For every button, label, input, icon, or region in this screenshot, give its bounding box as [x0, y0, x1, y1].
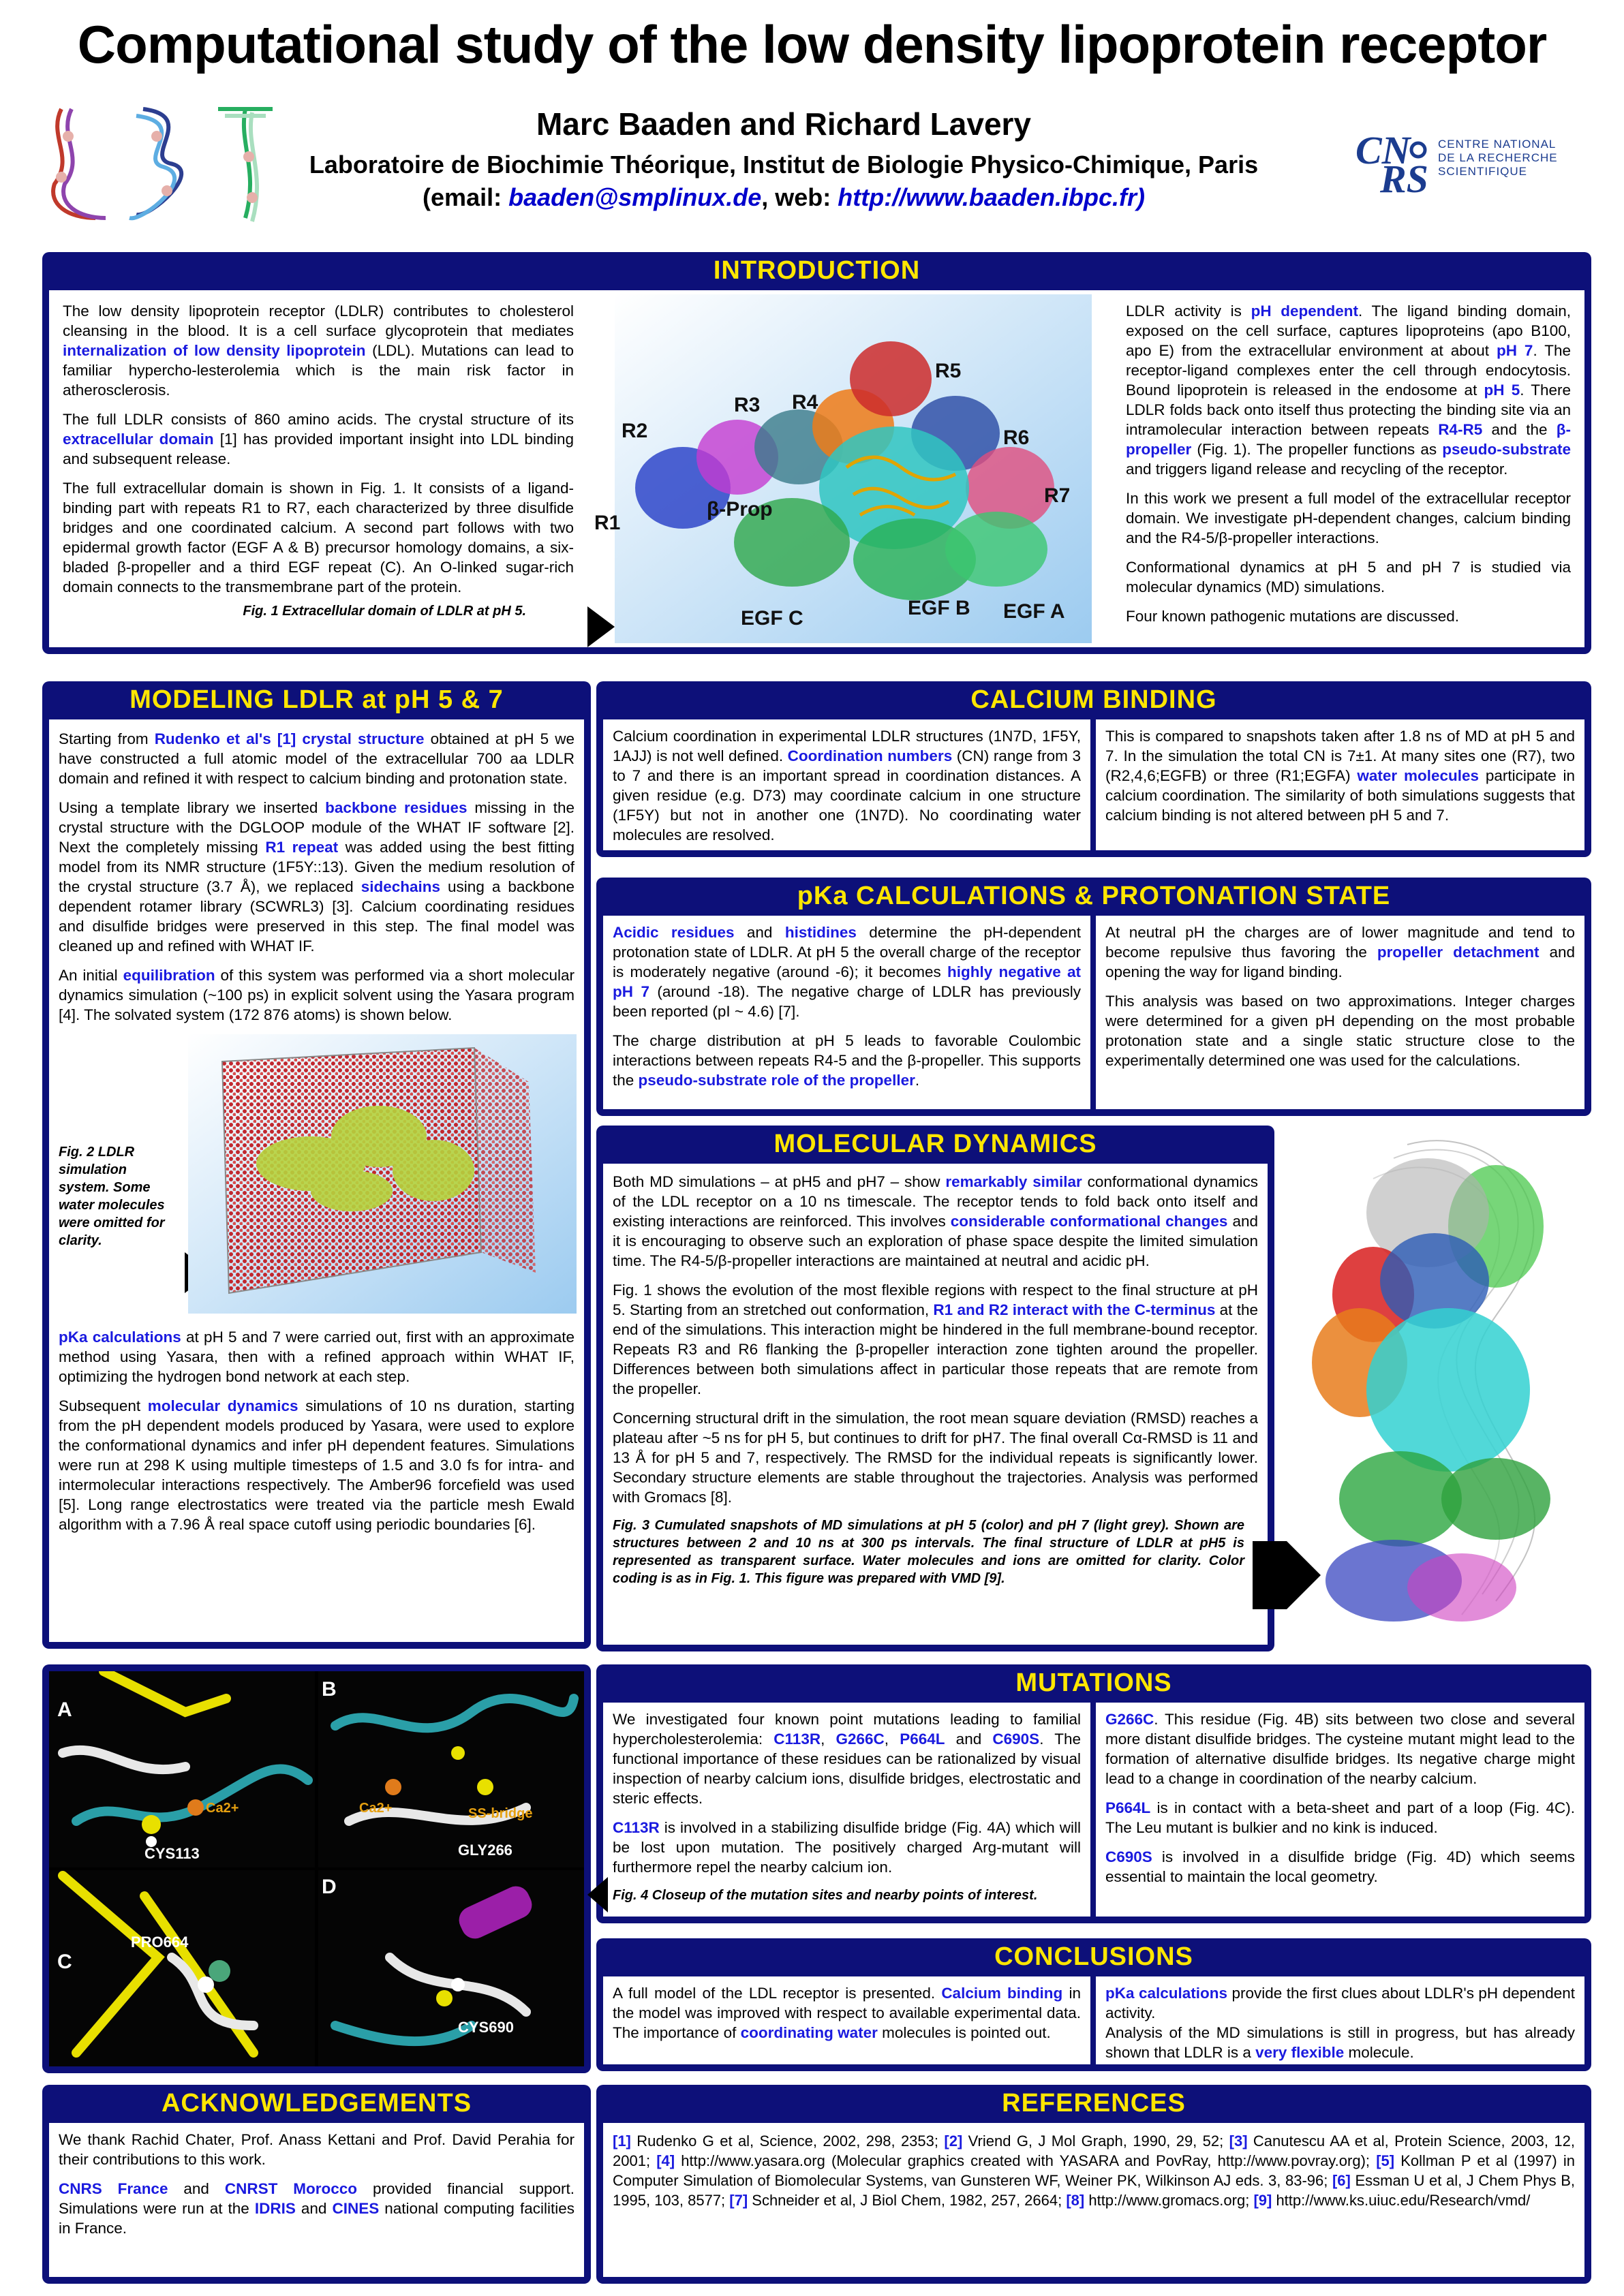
text-conclusions-r2b: very flexible	[1255, 2044, 1345, 2061]
fig1-label-egfb: EGF B	[908, 597, 970, 619]
fig4-panel-d-label: D	[322, 1876, 337, 1898]
fig1-label-r1: R1	[594, 512, 621, 534]
text-modeling-p2d: R1 repeat	[265, 839, 339, 856]
fig3-image	[1291, 1117, 1591, 1649]
ack-body	[49, 2123, 584, 2277]
text-mutations-l1i: . The functional importance of these residues can be rationalized by visual inspection of nearby calcium ions, disulfide bridges, electrostatic and steric effects.	[613, 1731, 1081, 1807]
text-refs-n5: [5]	[1376, 2152, 1395, 2169]
fig2-image	[188, 1034, 577, 1314]
text-ack-p2e: IDRIS	[254, 2200, 296, 2217]
text-calcium-l1b: Coordination numbers	[787, 747, 953, 764]
text-mutations-l1g: and	[945, 1731, 993, 1748]
text-conclusions-l1c: in the model was improved with respect to available experimental data. The importance of	[613, 1985, 1082, 2041]
text-intro-r1f: pH 5	[1484, 382, 1520, 399]
text-md-p2c: at the end of the simulations. This interaction might be hindered in the full membrane-bound receptor. Repeats R3 and R6 flanking the β-propeller interaction zone tighten around the propeller. Differences between both simulations affect in particular those repeats that are remote from the propeller.	[613, 1301, 1258, 1397]
conclusions-heading: CONCLUSIONS	[994, 1942, 1193, 1971]
fig4-ss-bridge: SS-bridge	[468, 1806, 533, 1821]
text-conclusions-r2c: molecule.	[1344, 2044, 1414, 2061]
authors: Marc Baaden and Richard Lavery	[536, 106, 1032, 142]
fig4-cys113: CYS113	[144, 1845, 200, 1862]
text-modeling-p3c: of this system was performed via a short molecular dynamics simulation (~100 ps) in explicit solvent using the Yasara program [4]. The solvated system (172 876 atoms) is shown below.	[59, 967, 574, 1023]
text-pka-l1e: highly negative at pH 7	[613, 963, 1081, 1000]
text-refs-t4: http://www.yasara.org (Molecular graphics created with YASARA and PovRay, http://www.povray.org);	[675, 2152, 1377, 2169]
text-md-p1b: remarkably similar	[945, 1173, 1082, 1190]
ack-panel	[42, 2085, 591, 2284]
web-link[interactable]: http://www.baaden.ibpc.fr)	[838, 183, 1145, 211]
text-mutations-l1f: P664L	[900, 1731, 945, 1748]
text-mutations-l1b: C113R	[773, 1731, 821, 1748]
conclusions-panel	[596, 1938, 1591, 2071]
text-intro-r1m: and triggers ligand release and recycling of the receptor.	[1126, 461, 1508, 478]
text-intro-r1l: pseudo-substrate	[1442, 441, 1571, 458]
md-p3: Concerning structural drift in the simulation, the root mean square deviation (RMSD) reaches a plateau after ~5 ns for pH 5, but continues to drift for pH7. The final overall Cα-RMSD is 11 and 13 Å for pH 5 and 7, respectively. The RMSD for the individual repeats is significantly lower. Secondary structure elements are stable throughout the trajectories. Analysis was performed with Gromacs [8].	[613, 1410, 1258, 1506]
md-panel	[596, 1126, 1274, 1651]
fig4-panel	[42, 1664, 591, 2073]
affiliation-block	[204, 149, 1363, 214]
text-md-p2b: R1 and R2 interact with the C-terminus	[933, 1301, 1216, 1318]
fig3-caption: Fig. 3 Cumulated snapshots of MD simulations at pH 5 (color) and pH 7 (light grey). Shown are structures between 2 and 10 ns at 300 ps intervals. The final structure of LDLR at pH5 is represented as transparent surface. Water molecules and ions are omitted for clarity. Color coding is as in Fig. 1. This figure was prepared with VMD [9].	[613, 1518, 1244, 1586]
text-intro-r1c: . The ligand binding domain, exposed on the cell surface, captures lipoproteins (apo B100, apo E) from the extracellular environment at about	[1126, 302, 1572, 359]
text-mutations-l2b: is involved in a stabilizing disulfide bridge (Fig. 4A) which will be lost upon mutation. The positively charged Arg-mutant will furthermore repel the nearby calcium ion.	[613, 1819, 1081, 1876]
text-mutations-l1c: ,	[821, 1731, 836, 1748]
text-modeling-p1b: Rudenko et al's [1] crystal structure	[154, 730, 425, 747]
fig4-arrow-left-icon	[587, 1877, 608, 1912]
fig4-grid	[49, 1671, 584, 2066]
modeling-panel	[42, 681, 591, 1649]
fig2-area	[59, 1034, 574, 1320]
text-conclusions-l1b: Calcium binding	[941, 1985, 1063, 2002]
text-ack-p2c: CNRST Morocco	[224, 2180, 358, 2197]
text-calcium-l1c: (CN) range from 3 to 7 and there is an important spread in coordination distances. A given residue (e.g. D73) may coordinate calcium in one structure (1F5Y) but not in another one (1N7D). No coordinating water molecules are resolved.	[613, 747, 1081, 843]
pka-left	[603, 916, 1090, 1109]
intro-right	[1112, 290, 1584, 647]
text-pka-l1d: determine the pH-dependent protonation state of LDLR. At pH 5 the overall charge of the receptor is moderately negative (around -6); it becomes	[613, 924, 1082, 980]
mutations-panel	[596, 1664, 1591, 1923]
text-refs-n6: [6]	[1332, 2172, 1351, 2189]
text-md-p1a: Both MD simulations – at pH5 and pH7 – show	[613, 1173, 946, 1190]
text-conclusions-l1e: molecules is pointed out.	[877, 2024, 1051, 2041]
text-modeling-p2e: was added using the best fitting model from its NMR structure (1F5Y::13). Given the medium resolution of the crystal structure (3.7 Å), we replaced	[59, 839, 575, 895]
refs-heading: REFERENCES	[1002, 2089, 1186, 2117]
text-conclusions-r1a: pKa calculations	[1105, 1985, 1228, 2002]
text-refs-t1: Rudenko G et al, Science, 2002, 298, 2353;	[630, 2132, 945, 2150]
fig4-gly266: GLY266	[458, 1842, 512, 1859]
text-modeling-p3a: An initial	[59, 967, 123, 984]
text-modeling-p2a: Using a template library we inserted	[59, 799, 326, 816]
pka-panel	[596, 878, 1591, 1116]
intro-p3: The full extracellular domain is shown in Fig. 1. It consists of a ligand-binding part with repeats R1 to R7, each characterized by three disulfide bridges and one coordinated calcium. A second part follows with two epidermal growth factor (EGF A & B) precursor homology domains, a six-bladed β-propeller and a third EGF repeat (C). An O-linked sugar-rich domain connects to the transmembrane part of the protein.	[63, 480, 574, 595]
fig4-panel-b-label: B	[322, 1678, 337, 1701]
text-modeling-p2g: using a backbone dependent rotamer library (SCWRL3) [3]. Calcium coordinating residues and disulfide bridges were preserved in this step. The final model was cleaned up and refined with WHAT IF.	[59, 878, 574, 955]
email-link[interactable]: baaden@smplinux.de	[508, 183, 762, 211]
text-mutations-l1a: We investigated four known point mutations leading to familial hypercholesterolemia:	[613, 1711, 1081, 1748]
text-calcium-l1a: Calcium coordination in experimental LDLR structures (1N7D, 1F5Y, 1AJJ) is not well defined.	[613, 728, 1081, 764]
text-refs-n9: [9]	[1253, 2192, 1272, 2209]
text-intro-r1k: (Fig. 1). The propeller functions as	[1191, 441, 1443, 458]
text-mutations-l1e: ,	[884, 1731, 900, 1748]
text-calcium-r1b: water molecules	[1357, 767, 1480, 784]
text-calcium-r1c: participate in calcium coordination. The similarity of both simulations suggests that calcium binding is not altered between pH 5 and 7.	[1105, 767, 1576, 824]
text-intro-p2c: [1] has provided important insight into LDL binding and subsequent release.	[63, 431, 574, 467]
text-ack-p2b: and	[168, 2180, 225, 2197]
text-refs-n4: [4]	[656, 2152, 675, 2169]
text-intro-p1c: (LDL). Mutations can lead to familiar hypercho-lesterolemia which is the main risk factor in atherosclerosis.	[63, 342, 574, 399]
fig1-label-egfc: EGF C	[741, 607, 803, 630]
text-pka-l2a: The charge distribution at pH 5 leads to favorable Coulombic interactions between repeats R4-5 and the β-propeller. This supports the	[613, 1032, 1081, 1089]
text-intro-r1e: . The receptor-ligand complexes enter the cell through endocytosis. Bound lipoprotein is released in the endosome at	[1126, 342, 1572, 399]
pka-right	[1096, 916, 1584, 1109]
ack-heading: ACKNOWLEDGEMENTS	[161, 2089, 472, 2117]
text-mutations-r2b: is in contact with a beta-sheet and part of a loop (Fig. 4C). The Leu mutant is bulkier and no kink is induced.	[1105, 1799, 1575, 1836]
text-intro-p1a: The low density lipoprotein receptor (LDLR) contributes to cholesterol cleansing in the blood. It is a cell surface glycoprotein that mediates	[63, 302, 574, 339]
text-pka-l2b: pseudo-substrate role of the propeller	[638, 1072, 915, 1089]
fig1-label-r7: R7	[1044, 484, 1071, 507]
text-modeling-p3b: equilibration	[123, 967, 215, 984]
text-modeling-p2c: missing in the crystal structure with the DGLOOP module of the WHAT IF software [2]. Next the completely missing	[59, 799, 574, 856]
text-conclusions-l1a: A full model of the LDL receptor is presented.	[613, 1985, 942, 2002]
text-modeling-p1c: obtained at pH 5 we have constructed a full atomic model of the extracellular 700 aa LDLR domain and refined it with respect to calcium binding and protonation state.	[59, 730, 574, 787]
text-intro-r1d: pH 7	[1497, 342, 1533, 359]
calcium-panel	[596, 681, 1591, 857]
calcium-heading: CALCIUM BINDING	[970, 685, 1217, 714]
fig1-arrow-icon	[587, 606, 615, 647]
text-mutations-l1h: C690S	[992, 1731, 1040, 1748]
conclusions-left	[603, 1976, 1090, 2064]
text-refs-t6: Essman U et al, J Chem Phys B, 1995, 103, 8577;	[613, 2172, 1575, 2209]
text-mutations-l1d: G266C	[836, 1731, 885, 1748]
text-mutations-r3b: is involved in a disulfide bridge (Fig. 4D) which seems essential to maintain the local geometry.	[1105, 1848, 1575, 1885]
poster-title: Computational study of the low density lipoprotein receptor	[77, 14, 1547, 74]
intro-left	[49, 290, 587, 647]
fig4-pro664: PRO664	[131, 1934, 189, 1951]
text-refs-t2: Vriend G, J Mol Graph, 1990, 29, 52;	[962, 2132, 1229, 2150]
svg-text:RS: RS	[1380, 157, 1428, 198]
refs-body	[603, 2123, 1584, 2277]
text-pka-l1a: Acidic residues	[613, 924, 735, 941]
text-refs-n3: [3]	[1229, 2132, 1248, 2150]
text-modeling-p4b: at pH 5 and 7 were carried out, first with an approximate method using Yasara, then with a refined approach within WHAT IF, optimizing the hydrogen bond network at each step.	[59, 1329, 574, 1385]
text-modeling-p2f: sidechains	[361, 878, 440, 895]
text-md-p2a: Fig. 1 shows the evolution of the most flexible regions with respect to the final structure at pH 5. Starting from an stretched out conformation,	[613, 1282, 1258, 1318]
text-modeling-p5c: simulations of 10 ns duration, starting from the pH dependent models produced by Yasara, were used to explore the conformational dynamics and infer pH dependent features. Simulations were run at 298 K using multiple timesteps of 1.5 and 3.0 fs for intra- and intermolecular interactions respectively. The Amber96 forcefield was used [5]. Long range electrostatics were treated via the particle mesh Ewald algorithm with a 7.96 Å real space cutoff using periodic boundaries [6].	[59, 1397, 575, 1533]
refs-panel	[596, 2085, 1591, 2284]
fig3-pointer	[1253, 1541, 1287, 1609]
intro-heading: INTRODUCTION	[713, 256, 921, 285]
pka-r2: This analysis was based on two approximations. Integer charges were determined for a given pH depending on the most probable protonation state and a single static structure close to the experimentally determined one was used for the calculations.	[1105, 993, 1575, 1069]
text-md-p1d: considerable conformational changes	[950, 1213, 1228, 1230]
mutations-left	[603, 1703, 1090, 1917]
fig1-label-egfa: EGF A	[1003, 600, 1065, 623]
text-modeling-p1a: Starting from	[59, 730, 155, 747]
text-pka-l1f: (around -18). The negative charge of LDLR has previously been reported (pI ~ 4.6) [7].	[613, 983, 1081, 1020]
text-modeling-p5a: Subsequent	[59, 1397, 148, 1414]
text-pka-l2c: .	[915, 1072, 920, 1089]
fig4-ca-a: Ca2+	[206, 1801, 239, 1816]
text-intro-r1g: . There LDLR folds back onto itself thus protecting the binding site via an intramolecular interaction between repeats	[1126, 382, 1572, 438]
fig4-cys690: CYS690	[458, 2019, 514, 2036]
web-prefix: , web:	[761, 183, 838, 211]
text-md-p1c: conformational dynamics of the LDL receptor on a 10 ns timescale. The receptor tends to fold back onto itself and existing interactions are reinforced. This involves	[613, 1173, 1258, 1230]
fig1-caption: Fig. 1 Extracellular domain of LDLR at pH 5.	[243, 604, 526, 619]
cnrs-emblem-icon	[1353, 116, 1435, 198]
text-ack-p2g: CINES	[332, 2200, 380, 2217]
text-ack-p2d: provided financial support. Simulations were run at the	[59, 2180, 574, 2217]
intro-r3: Conformational dynamics at pH 5 and pH 7 is studied via molecular dynamics (MD) simulations.	[1126, 559, 1571, 595]
text-intro-r1j: β-propeller	[1126, 421, 1571, 458]
text-pka-l1b: and	[734, 924, 785, 941]
intro-r4: Four known pathogenic mutations are discussed.	[1126, 608, 1460, 625]
modeling-heading: MODELING LDLR at pH 5 & 7	[129, 685, 504, 714]
text-ack-p2h: national computing facilities in France.	[59, 2200, 575, 2237]
text-refs-t3: Canutescu AA et al, Protein Science, 2003, 12, 2001;	[613, 2132, 1575, 2169]
cnrs-logo	[1353, 109, 1584, 204]
mutations-heading: MUTATIONS	[1015, 1669, 1172, 1697]
md-body	[603, 1164, 1268, 1645]
fig1-label-r2: R2	[622, 420, 648, 442]
fig2-caption: Fig. 2 LDLR simulation system. Some water molecules were omitted for clarity.	[59, 1145, 165, 1248]
cnrs-line3: SCIENTIFIQUE	[1438, 165, 1528, 178]
affiliation: Laboratoire de Biochimie Théorique, Institut de Biologie Physico-Chimique, Paris	[309, 151, 1259, 179]
intro-r2: In this work we present a full model of the extracellular receptor domain. We investigate pH-dependent changes, calcium binding and the R4-5/β-propeller interactions.	[1126, 490, 1571, 546]
text-md-p1e: and it is encouraging to observe such an exploration of phase space despite the limited simulation time. The R4-5/β-propeller interactions are maintained at neutral and acidic pH.	[613, 1213, 1258, 1269]
text-mutations-r1b: . This residue (Fig. 4B) sits between two close and several more distant disulfide bridges. The cysteine mutant might lead to the formation of alternative disulfide bridges. Its negative charge might lead to a change in coordination of the nearby calcium.	[1105, 1711, 1575, 1787]
mutations-right	[1096, 1703, 1584, 1917]
text-mutations-r3a: C690S	[1105, 1848, 1152, 1865]
text-modeling-p5b: molecular dynamics	[147, 1397, 298, 1414]
fig4-caption: Fig. 4 Closeup of the mutation sites and nearby points of interest.	[613, 1888, 1038, 1903]
email-prefix: (email:	[423, 183, 509, 211]
calcium-left	[603, 719, 1090, 850]
text-intro-p2b: extracellular domain	[63, 431, 214, 448]
fig4-ca-b: Ca2+	[359, 1801, 393, 1816]
text-refs-n1: [1]	[613, 2132, 631, 2150]
text-ack-p2a: CNRS France	[59, 2180, 168, 2197]
text-pka-l1c: histidines	[784, 924, 857, 941]
fig1-label-r5: R5	[935, 360, 962, 382]
text-intro-r1b: pH dependent	[1251, 302, 1359, 320]
text-refs-t9: http://www.ks.uiuc.edu/Research/vmd/	[1272, 2192, 1531, 2209]
fig1-label-bprop: β-Prop	[707, 498, 773, 521]
text-pka-r1b: propeller detachment	[1377, 944, 1539, 961]
text-pka-r1c: and opening the way for ligand binding.	[1105, 944, 1575, 980]
text-refs-n8: [8]	[1066, 2192, 1085, 2209]
cnrs-line1: CENTRE NATIONAL	[1438, 138, 1557, 151]
text-conclusions-r2a: Analysis of the MD simulations is still in progress, but has already shown that LDLR is a	[1105, 2024, 1575, 2061]
text-pka-r1a: At neutral pH the charges are of lower magnitude and tend to become repulsive thus favoring the	[1105, 924, 1575, 961]
svg-text:CN: CN	[1355, 128, 1411, 172]
text-conclusions-r1b: provide the first clues about LDLR's pH dependent activity.	[1105, 1985, 1575, 2021]
conclusions-right	[1096, 1976, 1584, 2064]
text-refs-t5: Kollman P et al (1997) in Computer Simulation of Biomolecular Systems, van Gunsteren WF, Weiner PK, Wilkinson AJ eds. 3, 83-96;	[613, 2152, 1575, 2189]
text-intro-p2a: The full LDLR consists of 860 amino acids. The crystal structure of its	[63, 411, 574, 428]
text-modeling-p4a: pKa calculations	[59, 1329, 181, 1346]
modeling-body	[49, 719, 584, 1642]
text-refs-t8: http://www.gromacs.org;	[1084, 2192, 1254, 2209]
text-calcium-r1a: This is compared to snapshots taken after 1.8 ns of MD at pH 5 and 7. In the simulation the total CN is 7±1. At many sites one (R7), two (R2,4,6;EGFB) or three (R1;EGFA)	[1105, 728, 1575, 784]
text-intro-r1h: R4-R5	[1438, 421, 1483, 438]
text-refs-n2: [2]	[944, 2132, 963, 2150]
intro-panel	[42, 252, 1591, 654]
calcium-right	[1096, 719, 1584, 850]
md-heading: MOLECULAR DYNAMICS	[773, 1130, 1097, 1158]
text-mutations-l2a: C113R	[613, 1819, 660, 1836]
fig1-label-r4: R4	[792, 391, 818, 414]
text-intro-r1i: and the	[1482, 421, 1557, 438]
pka-heading: pKa CALCULATIONS & PROTONATION STATE	[797, 882, 1391, 910]
fig1-image	[587, 290, 1112, 647]
fig4-panel-a-label: A	[57, 1698, 72, 1721]
text-conclusions-l1d: coordinating water	[740, 2024, 878, 2041]
fig1-label-r3: R3	[734, 394, 761, 416]
text-mutations-r2a: P664L	[1105, 1799, 1151, 1816]
text-mutations-r1a: G266C	[1105, 1711, 1154, 1728]
text-refs-t7: Schneider et al, J Biol Chem, 1982, 257, 2664;	[748, 2192, 1067, 2209]
cnrs-line2: DE LA RECHERCHE	[1438, 151, 1558, 164]
text-intro-r1a: LDLR activity is	[1126, 302, 1251, 320]
text-modeling-p2b: backbone residues	[325, 799, 468, 816]
text-intro-p1b: internalization of low density lipoprotein	[63, 342, 366, 359]
text-refs-n7: [7]	[729, 2192, 748, 2209]
fig1-label-r6: R6	[1003, 426, 1030, 449]
fig4-panel-c-label: C	[57, 1951, 72, 1973]
ack-p1: We thank Rachid Chater, Prof. Anass Kettani and Prof. David Perahia for their contributions to this work.	[59, 2131, 574, 2168]
text-ack-p2f: and	[295, 2200, 333, 2217]
